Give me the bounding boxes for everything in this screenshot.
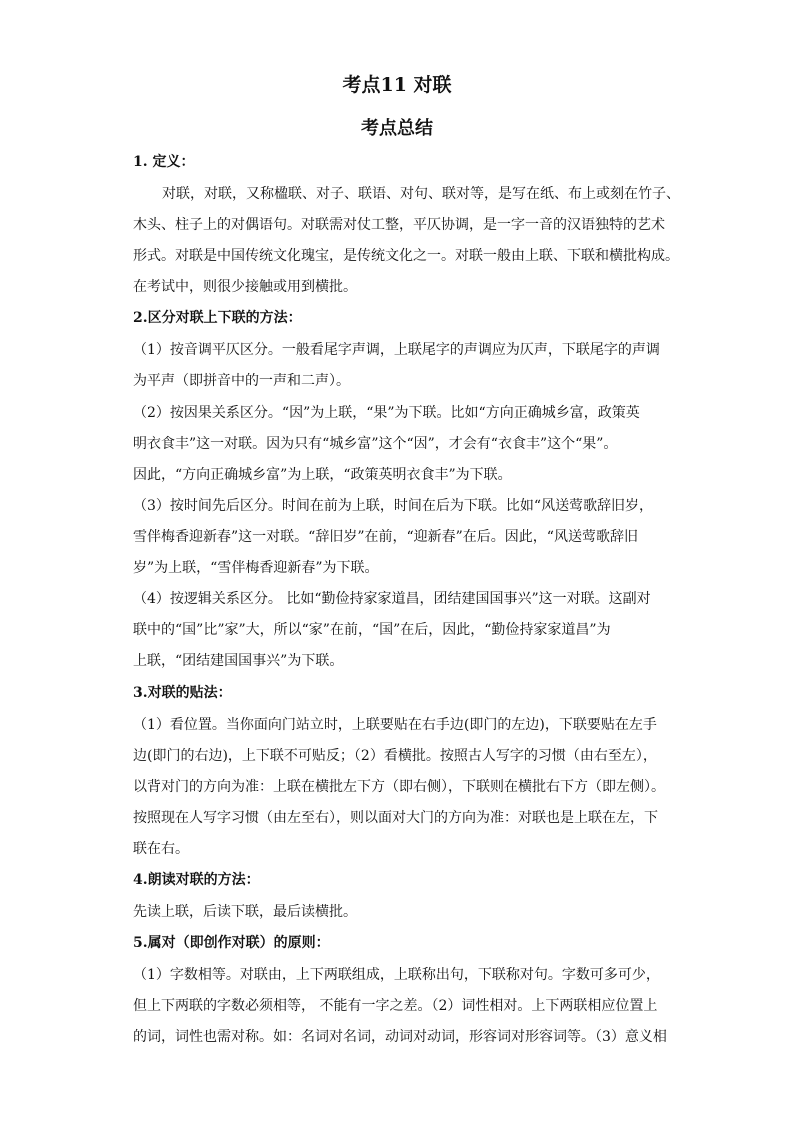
paragraph-line: 上联，“团结建国国事兴”为下联。 xyxy=(133,653,344,669)
paragraph-line: 形式。对联是中国传统文化瑰宝，是传统文化之一。对联一般由上联、下联和横批构成。 xyxy=(133,248,679,264)
paragraph-line: （2）按因果关系区分。“因”为上联，“果”为下联。比如“方向正确城乡富，政策英 xyxy=(133,405,640,421)
paragraph-line: 但上下两联的字数必须相等， 不能有一字之差。（2）词性相对。上下两联相应位置上 xyxy=(133,998,658,1014)
paragraph-line: 因此，“方向正确城乡富”为上联，“政策英明衣食丰”为下联。 xyxy=(133,467,512,483)
paragraph-line: 明衣食丰”这一对联。因为只有“城乡富”这个“因”，才会有“衣食丰”这个“果”。 xyxy=(133,436,618,452)
paragraph-line: 对联，对联，又称楹联、对子、联语、对句、联对等，是写在纸、布上或刻在竹子、 xyxy=(162,186,680,202)
paragraph-line: （1）字数相等。对联由，上下两联组成，上联称出句，下联称对句。字数可多可少， xyxy=(133,967,660,983)
paragraph-line: （3）按时间先后区分。时间在前为上联，时间在后为下联。比如“风送莺歌辞旧岁， xyxy=(133,498,654,514)
section-3-heading: 3.对联的贴法： xyxy=(133,685,232,701)
paragraph-line: （1）按音调平仄区分。一般看尾字声调，上联尾字的声调应为仄声，下联尾字的声调 xyxy=(133,342,660,358)
paragraph-line: （1）看位置。当你面向门站立时，上联要贴在右手边(即门的左边)，下联要贴在左手 xyxy=(133,717,657,733)
section-4-heading: 4.朗读对联的方法： xyxy=(133,872,260,888)
paragraph-line: 木头、柱子上的对偶语句。对联需对仗工整，平仄协调，是一字一音的汉语独特的艺术 xyxy=(133,217,665,233)
paragraph-line: 为平声（即拼音中的一声和二声）。 xyxy=(133,373,350,389)
paragraph-line: 雪伴梅香迎新春”这一对联。“辞旧岁”在前，“迎新春”在后。因此，“风送莺歌辞旧 xyxy=(133,529,638,545)
section-1-heading: 1. 定义： xyxy=(133,154,195,170)
section-2-heading: 2.区分对联上下联的方法： xyxy=(133,310,302,326)
paragraph-line: 联在右。 xyxy=(133,841,189,857)
section-5-heading: 5.属对（即创作对联）的原则： xyxy=(133,935,330,951)
paragraph-line: 在考试中，则很少接触或用到横批。 xyxy=(133,279,357,295)
paragraph-line: 边(即门的右边)，上下联不可贴反；（2）看横批。按照古人写字的习惯（由右至左）， xyxy=(133,748,657,764)
paragraph-line: 联中的“国”比”家”大，所以“家”在前，“国”在后，因此，“勤俭持家家道昌”为 xyxy=(133,622,611,638)
page-subtitle: 考点总结 xyxy=(361,118,433,139)
paragraph-line: 的词，词性也需对称。如：名词对名词，动词对动词，形容词对形容词等。（3）意义相 xyxy=(133,1029,667,1045)
page-title: 考点11 对联 xyxy=(342,74,452,96)
paragraph-line: 岁”为上联，“雪伴梅香迎新春”为下联。 xyxy=(133,560,379,576)
paragraph-line: 先读上联，后读下联，最后读横批。 xyxy=(133,904,357,920)
paragraph-line: 以背对门的方向为准：上联在横批左下方（即右侧），下联则在横批右下方（即左侧）。 xyxy=(133,779,665,795)
paragraph-line: （4）按逻辑关系区分。 比如“勤俭持家家道昌，团结建国国事兴”这一对联。这副对 xyxy=(133,591,651,607)
paragraph-line: 按照现在人写字习惯（由左至右），则以面对大门的方向为准：对联也是上联在左，下 xyxy=(133,810,658,826)
